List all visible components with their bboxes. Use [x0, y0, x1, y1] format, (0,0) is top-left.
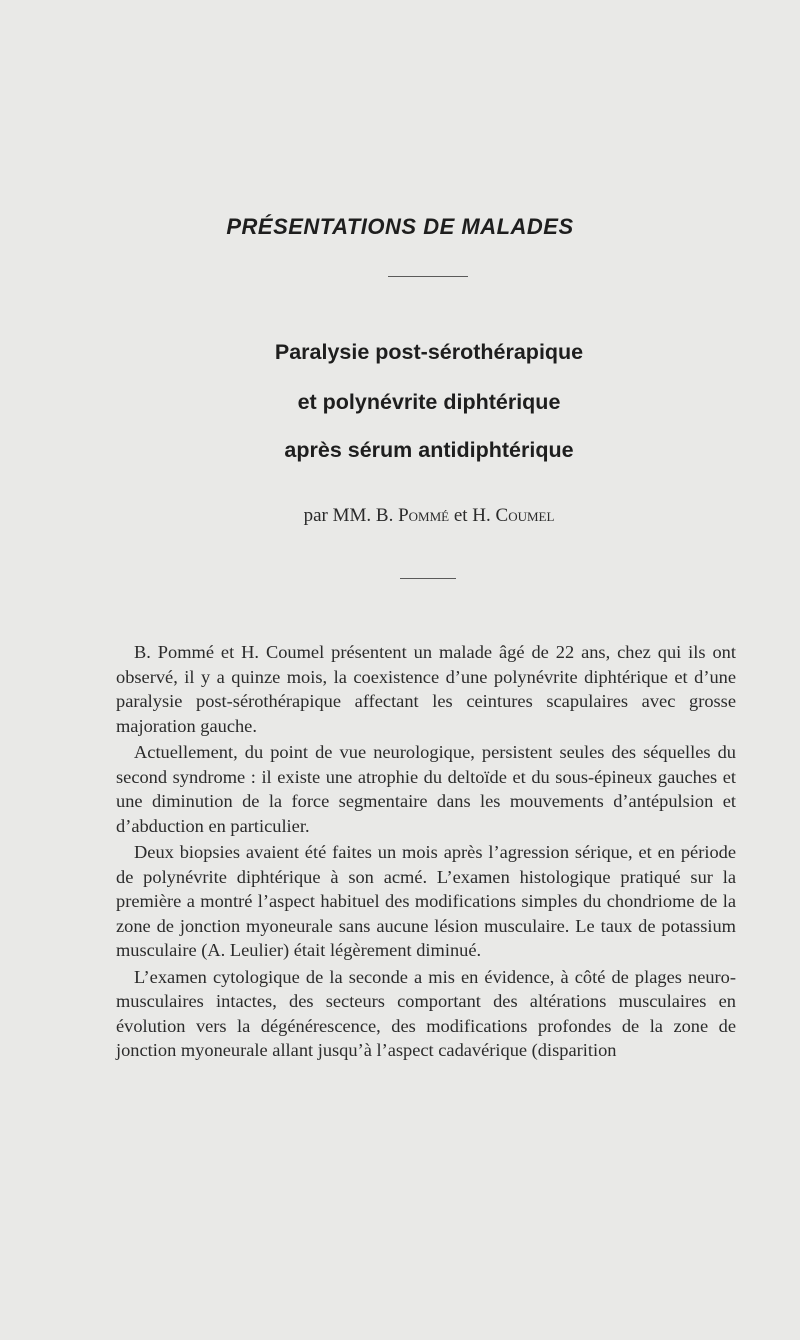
- author-1: B. Pommé: [375, 505, 450, 526]
- paragraph: Deux biopsies avaient été faites un mois après l’agression sérique, et en période de polynévrite diphtérique à son acmé. L’examen histologique pratiqué sur la première a montré l’aspect habituel des modifications simples du chondriome de la zone de jonction myoneurale sans aucune lésion musculaire. Le taux de potassium musculaire (A. Leulier) était légèrement diminué.: [116, 842, 736, 960]
- author-2: H. Coumel: [472, 505, 555, 526]
- byline: [0, 505, 800, 527]
- paragraph: L’examen cytologique de la seconde a mis en évidence, à côté de plages neuro-musculaires intactes, des secteurs comportant des altérations musculaires en évolution vers la dégénérescence, des modifications profondes de la zone de jonction myoneurale allant jusqu’à l’aspect cadavérique (disparition: [116, 966, 736, 1060]
- paragraph: Actuellement, du point de vue neurologique, persistent seules des séquelles du second syndrome : il existe une atrophie du deltoïde et du sous-épineux gauches et une diminution de la force segmentaire dans les mouvements d’antépulsion et d’abduction en particulier.: [116, 742, 736, 836]
- byline-prefix: par MM.: [303, 505, 372, 526]
- divider-rule: [388, 276, 468, 277]
- article-body: [116, 640, 736, 1065]
- divider-rule: [400, 578, 456, 579]
- article-title-line-3: après sérum antidiphtérique: [284, 438, 574, 462]
- section-heading: PRÉSENTATIONS DE MALADES: [226, 214, 574, 239]
- byline-and: et: [453, 505, 468, 526]
- article-title-line-1: Paralysie post-sérothérapique: [274, 340, 584, 364]
- article-title-line-2: et polynévrite diphtérique: [297, 390, 561, 414]
- paragraph: B. Pommé et H. Coumel présentent un malade âgé de 22 ans, chez qui ils ont observé, il y a quinze mois, la coexistence d’une polynévrite diphtérique et d’une paralysie post-sérothérapique affectant les ceintures scapulaires avec grosse majoration gauche.: [116, 642, 736, 736]
